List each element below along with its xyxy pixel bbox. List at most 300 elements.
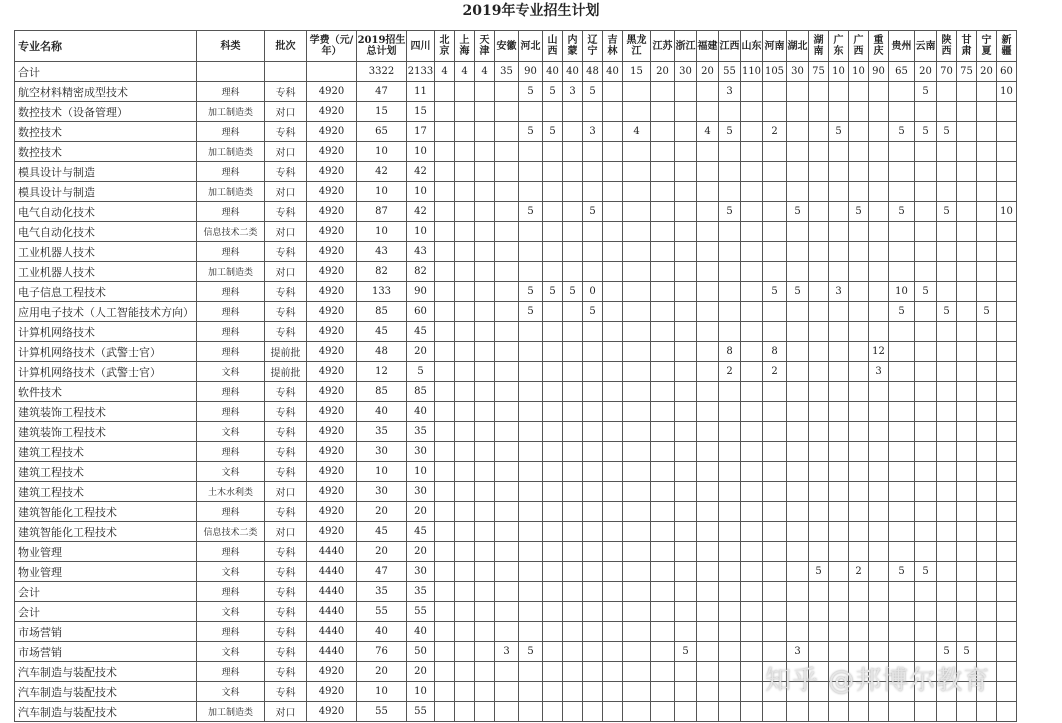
value-cell <box>937 342 957 362</box>
batch-cell: 专科 <box>265 682 307 702</box>
value-cell <box>697 602 719 622</box>
value-cell <box>651 402 675 422</box>
value-cell: 30 <box>675 62 697 82</box>
batch-cell: 专科 <box>265 562 307 582</box>
value-cell: 2 <box>849 562 869 582</box>
column-header: 湖南 <box>809 31 829 62</box>
value-cell <box>475 702 495 722</box>
value-cell <box>997 502 1017 522</box>
value-cell <box>719 402 741 422</box>
value-cell <box>651 662 675 682</box>
value-cell <box>889 702 915 722</box>
column-header: 重庆 <box>869 31 889 62</box>
value-cell <box>741 422 763 442</box>
value-cell <box>563 242 583 262</box>
value-cell <box>455 422 475 442</box>
value-cell <box>563 382 583 402</box>
value-cell <box>603 622 623 642</box>
value-cell <box>495 502 519 522</box>
value-cell <box>849 182 869 202</box>
value-cell <box>719 102 741 122</box>
value-cell <box>475 262 495 282</box>
value-cell <box>937 322 957 342</box>
value-cell <box>495 602 519 622</box>
value-cell <box>583 162 603 182</box>
value-cell <box>623 402 651 422</box>
value-cell <box>719 522 741 542</box>
value-cell <box>849 602 869 622</box>
major-name-cell: 航空材料精密成型技术 <box>15 82 197 102</box>
value-cell <box>435 182 455 202</box>
value-cell <box>455 102 475 122</box>
value-cell <box>435 122 455 142</box>
category-cell: 加工制造类 <box>197 182 265 202</box>
value-cell: 15 <box>623 62 651 82</box>
value-cell: 4920 <box>307 322 357 342</box>
value-cell <box>977 582 997 602</box>
value-cell <box>937 382 957 402</box>
value-cell <box>849 422 869 442</box>
value-cell <box>809 102 829 122</box>
value-cell <box>869 142 889 162</box>
value-cell <box>869 622 889 642</box>
value-cell: 40 <box>563 62 583 82</box>
value-cell <box>675 282 697 302</box>
value-cell <box>697 242 719 262</box>
value-cell <box>519 402 543 422</box>
table-row <box>15 142 1017 162</box>
category-cell <box>197 62 265 82</box>
value-cell <box>741 382 763 402</box>
value-cell <box>829 622 849 642</box>
value-cell: 35 <box>407 582 435 602</box>
value-cell <box>543 602 563 622</box>
value-cell <box>849 442 869 462</box>
value-cell <box>915 522 937 542</box>
value-cell <box>889 542 915 562</box>
value-cell <box>675 342 697 362</box>
value-cell <box>651 342 675 362</box>
value-cell <box>915 242 937 262</box>
value-cell <box>741 262 763 282</box>
column-header: 河南 <box>763 31 787 62</box>
value-cell <box>977 282 997 302</box>
value-cell <box>937 162 957 182</box>
value-cell <box>435 502 455 522</box>
value-cell <box>997 242 1017 262</box>
column-header: 学费（元/年） <box>307 31 357 62</box>
table-row <box>15 522 1017 542</box>
value-cell <box>787 142 809 162</box>
value-cell: 10 <box>407 222 435 242</box>
value-cell <box>763 202 787 222</box>
value-cell <box>583 602 603 622</box>
value-cell <box>623 622 651 642</box>
value-cell <box>741 282 763 302</box>
value-cell <box>435 82 455 102</box>
value-cell <box>519 602 543 622</box>
table-row <box>15 482 1017 502</box>
value-cell <box>651 522 675 542</box>
major-name-cell: 模具设计与制造 <box>15 182 197 202</box>
value-cell <box>719 262 741 282</box>
value-cell: 5 <box>519 302 543 322</box>
table-row <box>15 422 1017 442</box>
value-cell <box>763 262 787 282</box>
value-cell <box>583 402 603 422</box>
value-cell <box>829 582 849 602</box>
table-body <box>15 62 1017 722</box>
value-cell <box>543 622 563 642</box>
value-cell <box>997 342 1017 362</box>
value-cell <box>937 142 957 162</box>
value-cell: 2 <box>763 122 787 142</box>
value-cell <box>889 262 915 282</box>
value-cell <box>763 462 787 482</box>
batch-cell: 对口 <box>265 102 307 122</box>
value-cell <box>651 462 675 482</box>
value-cell: 12 <box>357 362 407 382</box>
value-cell <box>763 422 787 442</box>
value-cell <box>623 82 651 102</box>
value-cell <box>915 482 937 502</box>
value-cell <box>697 102 719 122</box>
table-row <box>15 362 1017 382</box>
value-cell <box>869 82 889 102</box>
value-cell <box>435 342 455 362</box>
value-cell <box>957 242 977 262</box>
value-cell <box>957 602 977 622</box>
value-cell <box>435 562 455 582</box>
value-cell <box>997 662 1017 682</box>
value-cell <box>915 102 937 122</box>
value-cell: 85 <box>357 302 407 322</box>
batch-cell: 专科 <box>265 602 307 622</box>
value-cell <box>651 622 675 642</box>
batch-cell <box>265 62 307 82</box>
value-cell <box>787 522 809 542</box>
value-cell <box>997 302 1017 322</box>
value-cell <box>675 522 697 542</box>
value-cell: 4920 <box>307 402 357 422</box>
value-cell <box>563 202 583 222</box>
value-cell <box>937 442 957 462</box>
value-cell <box>869 602 889 622</box>
value-cell <box>475 302 495 322</box>
value-cell <box>829 202 849 222</box>
value-cell <box>543 402 563 422</box>
value-cell: 20 <box>357 502 407 522</box>
value-cell <box>563 542 583 562</box>
value-cell <box>957 342 977 362</box>
value-cell <box>623 662 651 682</box>
batch-cell: 对口 <box>265 522 307 542</box>
value-cell <box>435 422 455 442</box>
value-cell <box>763 522 787 542</box>
batch-cell: 专科 <box>265 422 307 442</box>
value-cell <box>849 302 869 322</box>
value-cell <box>475 542 495 562</box>
category-cell: 加工制造类 <box>197 142 265 162</box>
value-cell <box>719 642 741 662</box>
value-cell <box>495 402 519 422</box>
value-cell <box>519 242 543 262</box>
value-cell <box>957 142 977 162</box>
value-cell <box>977 482 997 502</box>
value-cell <box>977 442 997 462</box>
value-cell: 4920 <box>307 422 357 442</box>
value-cell <box>543 202 563 222</box>
value-cell: 40 <box>543 62 563 82</box>
value-cell <box>475 242 495 262</box>
value-cell <box>849 462 869 482</box>
value-cell <box>719 442 741 462</box>
value-cell <box>957 222 977 242</box>
value-cell: 4440 <box>307 542 357 562</box>
table-row <box>15 282 1017 302</box>
value-cell <box>977 542 997 562</box>
batch-cell: 对口 <box>265 702 307 722</box>
column-header: 2019招生总计划 <box>357 31 407 62</box>
value-cell <box>719 482 741 502</box>
value-cell: 20 <box>357 542 407 562</box>
value-cell <box>997 122 1017 142</box>
value-cell <box>495 542 519 562</box>
category-cell: 文科 <box>197 362 265 382</box>
category-cell: 理科 <box>197 342 265 362</box>
value-cell <box>495 342 519 362</box>
column-header: 四川 <box>407 31 435 62</box>
table-row <box>15 162 1017 182</box>
value-cell <box>829 542 849 562</box>
column-header: 批次 <box>265 31 307 62</box>
value-cell <box>997 602 1017 622</box>
table-row <box>15 542 1017 562</box>
value-cell: 5 <box>543 82 563 102</box>
value-cell <box>623 142 651 162</box>
value-cell <box>787 582 809 602</box>
value-cell <box>623 462 651 482</box>
value-cell <box>869 582 889 602</box>
value-cell <box>475 322 495 342</box>
value-cell <box>957 502 977 522</box>
value-cell <box>997 562 1017 582</box>
value-cell: 3 <box>787 642 809 662</box>
value-cell <box>563 642 583 662</box>
value-cell <box>869 102 889 122</box>
value-cell <box>997 322 1017 342</box>
value-cell: 5 <box>889 302 915 322</box>
value-cell: 43 <box>357 242 407 262</box>
value-cell <box>583 482 603 502</box>
value-cell <box>455 202 475 222</box>
value-cell <box>519 622 543 642</box>
major-name-cell: 软件技术 <box>15 382 197 402</box>
value-cell: 5 <box>889 122 915 142</box>
value-cell: 15 <box>407 102 435 122</box>
value-cell <box>849 222 869 242</box>
major-name-cell: 计算机网络技术（武警士官） <box>15 342 197 362</box>
value-cell <box>519 442 543 462</box>
value-cell <box>997 402 1017 422</box>
value-cell <box>519 542 543 562</box>
value-cell <box>915 422 937 442</box>
value-cell <box>849 342 869 362</box>
value-cell: 40 <box>603 62 623 82</box>
value-cell <box>675 322 697 342</box>
total-row <box>15 62 1017 82</box>
value-cell: 5 <box>763 282 787 302</box>
value-cell: 4920 <box>307 462 357 482</box>
value-cell <box>719 162 741 182</box>
value-cell <box>475 662 495 682</box>
value-cell: 30 <box>407 442 435 462</box>
value-cell: 5 <box>915 82 937 102</box>
value-cell <box>675 182 697 202</box>
value-cell <box>603 522 623 542</box>
batch-cell: 专科 <box>265 662 307 682</box>
value-cell <box>603 182 623 202</box>
value-cell: 65 <box>357 122 407 142</box>
value-cell <box>915 202 937 222</box>
value-cell <box>475 502 495 522</box>
value-cell <box>435 662 455 682</box>
value-cell <box>603 462 623 482</box>
major-name-cell: 计算机网络技术 <box>15 322 197 342</box>
value-cell <box>937 542 957 562</box>
value-cell: 5 <box>849 202 869 222</box>
value-cell <box>603 342 623 362</box>
value-cell <box>849 542 869 562</box>
value-cell <box>519 182 543 202</box>
category-cell: 加工制造类 <box>197 262 265 282</box>
value-cell <box>603 482 623 502</box>
table-row <box>15 442 1017 462</box>
value-cell: 20 <box>407 542 435 562</box>
major-name-cell: 建筑工程技术 <box>15 462 197 482</box>
value-cell <box>307 62 357 82</box>
value-cell <box>719 182 741 202</box>
value-cell <box>475 162 495 182</box>
value-cell <box>623 542 651 562</box>
value-cell <box>787 402 809 422</box>
value-cell <box>435 402 455 422</box>
value-cell: 70 <box>937 62 957 82</box>
value-cell <box>455 522 475 542</box>
value-cell <box>563 462 583 482</box>
value-cell <box>603 662 623 682</box>
value-cell: 4920 <box>307 202 357 222</box>
value-cell <box>495 302 519 322</box>
value-cell <box>623 242 651 262</box>
value-cell <box>583 682 603 702</box>
value-cell <box>563 522 583 542</box>
value-cell <box>583 502 603 522</box>
value-cell <box>915 362 937 382</box>
major-name-cell: 建筑装饰工程技术 <box>15 422 197 442</box>
value-cell: 4440 <box>307 602 357 622</box>
value-cell <box>543 682 563 702</box>
value-cell <box>869 702 889 722</box>
value-cell <box>543 462 563 482</box>
value-cell <box>675 102 697 122</box>
value-cell <box>809 582 829 602</box>
value-cell <box>829 342 849 362</box>
value-cell: 65 <box>889 62 915 82</box>
value-cell <box>563 482 583 502</box>
value-cell <box>741 522 763 542</box>
value-cell <box>763 162 787 182</box>
value-cell <box>623 342 651 362</box>
value-cell <box>623 162 651 182</box>
value-cell <box>977 322 997 342</box>
value-cell <box>869 262 889 282</box>
category-cell: 加工制造类 <box>197 102 265 122</box>
value-cell: 10 <box>357 182 407 202</box>
value-cell <box>603 122 623 142</box>
value-cell <box>675 122 697 142</box>
value-cell <box>475 422 495 442</box>
value-cell <box>543 382 563 402</box>
value-cell: 17 <box>407 122 435 142</box>
value-cell <box>495 442 519 462</box>
value-cell: 5 <box>583 302 603 322</box>
value-cell <box>651 482 675 502</box>
value-cell: 4920 <box>307 302 357 322</box>
value-cell <box>583 702 603 722</box>
major-name-cell: 会计 <box>15 582 197 602</box>
category-cell: 文科 <box>197 642 265 662</box>
batch-cell: 专科 <box>265 462 307 482</box>
value-cell: 55 <box>407 702 435 722</box>
value-cell <box>915 322 937 342</box>
value-cell <box>741 342 763 362</box>
column-header: 吉林 <box>603 31 623 62</box>
value-cell <box>563 122 583 142</box>
value-cell <box>543 442 563 462</box>
value-cell <box>583 462 603 482</box>
value-cell <box>697 442 719 462</box>
value-cell <box>543 562 563 582</box>
value-cell <box>603 402 623 422</box>
value-cell <box>583 522 603 542</box>
value-cell <box>543 182 563 202</box>
value-cell <box>651 202 675 222</box>
value-cell <box>675 582 697 602</box>
value-cell <box>889 402 915 422</box>
value-cell <box>603 502 623 522</box>
value-cell: 5 <box>787 282 809 302</box>
value-cell <box>495 562 519 582</box>
value-cell <box>543 642 563 662</box>
value-cell <box>849 362 869 382</box>
value-cell <box>849 322 869 342</box>
value-cell <box>651 542 675 562</box>
value-cell <box>583 322 603 342</box>
value-cell: 5 <box>719 202 741 222</box>
value-cell <box>623 522 651 542</box>
value-cell: 3 <box>495 642 519 662</box>
value-cell <box>475 462 495 482</box>
value-cell <box>957 462 977 482</box>
value-cell <box>435 442 455 462</box>
major-name-cell: 电子信息工程技术 <box>15 282 197 302</box>
value-cell: 5 <box>519 202 543 222</box>
value-cell <box>603 322 623 342</box>
value-cell <box>889 462 915 482</box>
value-cell <box>697 682 719 702</box>
value-cell <box>435 142 455 162</box>
